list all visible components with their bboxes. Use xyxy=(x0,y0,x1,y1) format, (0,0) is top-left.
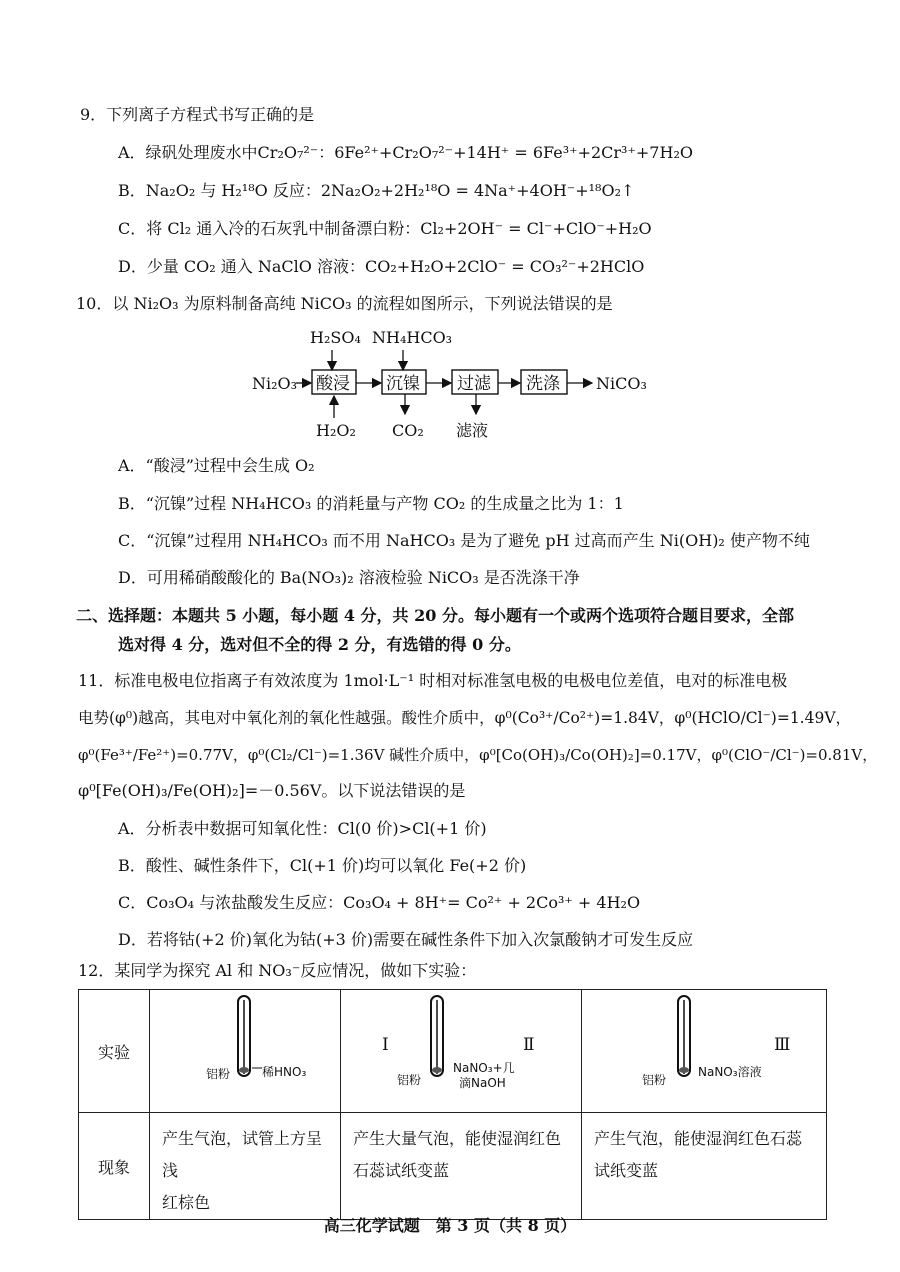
phenomenon-cell-1 xyxy=(150,1113,341,1220)
q10-option-b: B．“沉镍”过程 NH₄HCO₃ 的消耗量与产物 CO₂ 的生成量之比为 1：1 xyxy=(118,494,624,513)
experiment-2-numeral: Ⅱ xyxy=(523,1035,535,1055)
q9-option-d: D．少量 CO₂ 通入 NaClO 溶液：CO₂+H₂O+2ClO⁻ = CO₃²⁻+2HClO xyxy=(118,257,645,276)
row-label-phenomenon: 现象 xyxy=(79,1113,150,1220)
flow-box-filter xyxy=(452,370,498,394)
q9-option-c: C．将 Cl₂ 通入冷的石灰乳中制备漂白粉：Cl₂+2OH⁻ = Cl⁻+ClO⁻+H₂O xyxy=(118,219,652,238)
q10-stem: 10．以 Ni₂O₃ 为原料制备高纯 NiCO₃ 的流程如图所示，下列说法错误的是 xyxy=(76,294,613,313)
experiment-1-numeral: Ⅰ xyxy=(382,1035,389,1055)
experiment-3-numeral: Ⅲ xyxy=(774,1035,791,1055)
flow-output-co2: CO₂ xyxy=(392,421,424,440)
experiment-3-reagent-label: NaNO₃溶液 xyxy=(698,1065,762,1079)
flow-step-filter: 过滤 xyxy=(457,374,491,394)
phenomenon-3-line-2: 试纸变蓝 xyxy=(594,1161,659,1180)
q9-option-a: A．绿矾处理废水中Cr₂O₇²⁻：6Fe²⁺+Cr₂O₇²⁻+14H⁺ = 6Fe³⁺+2Cr³⁺+7H₂O xyxy=(118,143,693,162)
q10-option-a: A．“酸浸”过程中会生成 O₂ xyxy=(118,456,315,475)
q11-option-a: A．分析表中数据可知氧化性：Cl(0 价)>Cl(+1 价) xyxy=(118,819,487,838)
q11-stem-line3: φ⁰(Fe³⁺/Fe²⁺)=0.77V，φ⁰(Cl₂/Cl⁻)=1.36V 碱性介质中，φ⁰[Co(OH)₃/Co(OH)₂]=0.17V，φ⁰(ClO⁻/Cl⁻)=0.81V， xyxy=(78,746,878,764)
page-footer: 高三化学试题 第 3 页（共 8 页） xyxy=(323,1216,577,1235)
section2-instructions-line2: 选对得 4 分，选对但不全的得 2 分，有选错的得 0 分。 xyxy=(118,635,521,654)
experiment-3-powder-label: 铝粉 xyxy=(642,1073,667,1087)
phenomenon-cell-2 xyxy=(341,1113,582,1220)
flow-start-material: Ni₂O₃ xyxy=(252,374,298,393)
q9-stem: 9．下列离子方程式书写正确的是 xyxy=(80,105,315,124)
q12-stem: 12．某同学为探究 Al 和 NO₃⁻反应情况，做如下实验： xyxy=(78,961,477,980)
flow-input-h2o2: H₂O₂ xyxy=(316,421,356,440)
experiment-table xyxy=(78,989,827,1220)
q10-option-d: D．可用稀硝酸酸化的 Ba(NO₃)₂ 溶液检验 NiCO₃ 是否洗涤干净 xyxy=(118,568,580,587)
flow-output-filtrate: 滤液 xyxy=(456,421,489,440)
experiment-cell-3 xyxy=(582,990,827,1113)
q11-option-b: B．酸性、碱性条件下，Cl(+1 价)均可以氧化 Fe(+2 价) xyxy=(118,856,527,875)
q11-stem-line2: 电势(φ⁰)越高，其电对中氧化剂的氧化性越强。酸性介质中，φ⁰(Co³⁺/Co²⁺)=1.84V，φ⁰(HClO/Cl⁻)=1.49V， xyxy=(78,709,852,727)
phenomenon-1-line-1: 产生气泡，试管上方呈浅 xyxy=(162,1129,323,1180)
row-label-experiment: 实验 xyxy=(79,990,150,1113)
flow-step-ni-precip: 沉镍 xyxy=(386,374,420,394)
test-tube-1-icon xyxy=(150,990,389,1108)
flow-end-product: NiCO₃ xyxy=(596,374,647,393)
flow-step-wash: 洗涤 xyxy=(526,374,560,394)
experiment-2-reagent-label: NaNO₃+几 xyxy=(453,1061,515,1075)
flow-box-ni-precip xyxy=(382,370,426,394)
experiment-1-reagent-label: 稀HNO₃ xyxy=(262,1065,307,1079)
phenomenon-2-line-2: 石蕊试纸变蓝 xyxy=(353,1161,450,1180)
phenomenon-3-line-1: 产生气泡，能使湿润红色石蕊 xyxy=(594,1129,803,1148)
phenomenon-1-line-2: 红棕色 xyxy=(162,1193,211,1212)
experiment-2-powder-label: 铝粉 xyxy=(397,1073,422,1087)
q11-option-d: D．若将钴(+2 价)氧化为钴(+3 价)需要在碱性条件下加入次氯酸钠才可发生反应 xyxy=(118,930,694,949)
flow-box-acid-leach xyxy=(312,370,356,394)
experiment-1-powder-label: 铝粉 xyxy=(206,1067,231,1081)
phenomenon-cell-3 xyxy=(582,1113,827,1220)
q11-stem-line4: φ⁰[Fe(OH)₃/Fe(OH)₂]=－0.56V。以下说法错误的是 xyxy=(78,781,466,800)
q11-option-c: C．Co₃O₄ 与浓盐酸发生反应：Co₃O₄ + 8H⁺= Co²⁺ + 2Co³⁺ + 4H₂O xyxy=(118,893,641,912)
experiment-2-reagent-label-2: 滴NaOH xyxy=(459,1076,506,1090)
q11-stem-line1: 11．标准电极电位指离子有效浓度为 1mol·L⁻¹ 时相对标准氢电极的电极电位差值，电对的标准电极 xyxy=(78,671,788,690)
q10-option-c: C．“沉镍”过程用 NH₄HCO₃ 而不用 NaHCO₃ 是为了避免 pH 过高而产生 Ni(OH)₂ 使产物不纯 xyxy=(118,531,810,550)
phenomenon-2-line-1: 产生大量气泡，能使湿润红色 xyxy=(353,1129,562,1148)
experiment-cell-1 xyxy=(150,990,389,1113)
flow-step-acid-leach: 酸浸 xyxy=(316,374,350,394)
test-tube-2-icon xyxy=(341,990,581,1108)
experiment-cell-2 xyxy=(341,990,582,1113)
test-tube-3-icon xyxy=(582,990,826,1108)
experiment-row xyxy=(79,990,827,1113)
flow-box-wash xyxy=(521,370,567,394)
flow-input-h2so4: H₂SO₄ xyxy=(310,328,361,347)
section2-instructions-line1: 二、选择题：本题共 5 小题，每小题 4 分，共 20 分。每小题有一个或两个选项符合题目要求，全部 xyxy=(76,606,794,625)
phenomenon-row xyxy=(79,1113,827,1220)
flow-input-nh4hco3: NH₄HCO₃ xyxy=(372,328,453,347)
q9-option-b: B．Na₂O₂ 与 H₂¹⁸O 反应：2Na₂O₂+2H₂¹⁸O = 4Na⁺+4OH⁻+¹⁸O₂↑ xyxy=(118,181,635,200)
